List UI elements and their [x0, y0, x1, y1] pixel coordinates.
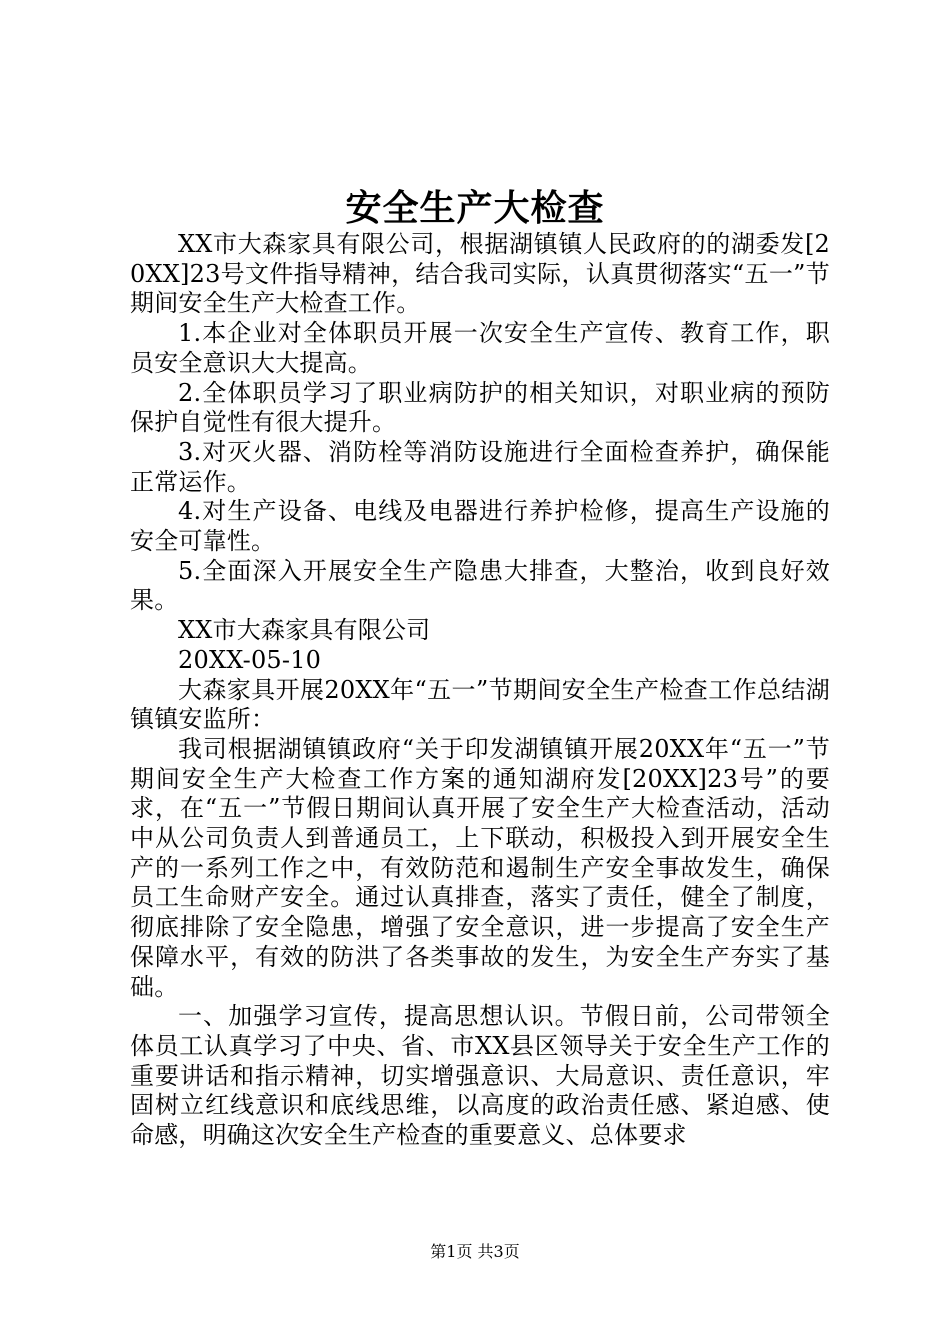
page-number-footer: 第1页 共3页 — [430, 1242, 520, 1261]
list-item-4: 4.对生产设备、电线及电器进行养护检修，提高生产设施的安全可靠性。 — [130, 497, 830, 556]
document-title: 安全生产大检查 — [345, 187, 605, 229]
list-item-3: 3.对灭火器、消防栓等消防设施进行全面检查养护，确保能正常运作。 — [130, 437, 830, 496]
summary-heading: 大森家具开展20XX年“五一”节期间安全生产检查工作总结湖镇镇安监所： — [130, 675, 830, 734]
section-one-paragraph: 一、加强学习宣传，提高思想认识。节假日前，公司带领全体员工认真学习了中央、省、市XX县区领导关于安全生产工作的重要讲话和指示精神，切实增强意识、大局意识、责任意识，牢固树立红线意识和底线思维，以高度的政治责任感、紧迫感、使命感，明确这次安全生产检查的重要意义、总体要求 — [130, 1002, 830, 1150]
list-item-2: 2.全体职员学习了职业病防护的相关知识，对职业病的预防保护自觉性有很大提升。 — [130, 378, 830, 437]
list-item-1: 1.本企业对全体职员开展一次安全生产宣传、教育工作，职员安全意识大大提高。 — [130, 319, 830, 377]
signature-date: 20XX-05-10 — [178, 645, 322, 674]
list-item-5: 5.全面深入开展安全生产隐患大排查，大整治，收到良好效果。 — [130, 556, 830, 615]
intro-paragraph: XX市大森家具有限公司，根据湖镇镇人民政府的的湖委发[20XX]23号文件指导精神，结合我司实际，认真贯彻落实“五一”节期间安全生产大检查工作。 — [130, 230, 830, 318]
summary-paragraph: 我司根据湖镇镇政府“关于印发湖镇镇开展20XX年“五一”节期间安全生产大检查工作方案的通知湖府发[20XX]23号”的要求，在“五一”节假日期间认真开展了安全生产大检查活动，活动中从公司负责人到普通员工，上下联动，积极投入到开展安全生产的一系列工作之中，有效防范和遏制生产安全事故发生，确保员工生命财产安全。通过认真排查，落实了责任，健全了制度，彻底排除了安全隐患，增强了安全意识，进一步提高了安全生产保障水平，有效的防洪了各类事故的发生，为安全生产夯实了基础。 — [130, 734, 830, 1001]
document-body — [130, 230, 830, 1151]
signature-company: XX市大森家具有限公司 — [178, 616, 431, 645]
